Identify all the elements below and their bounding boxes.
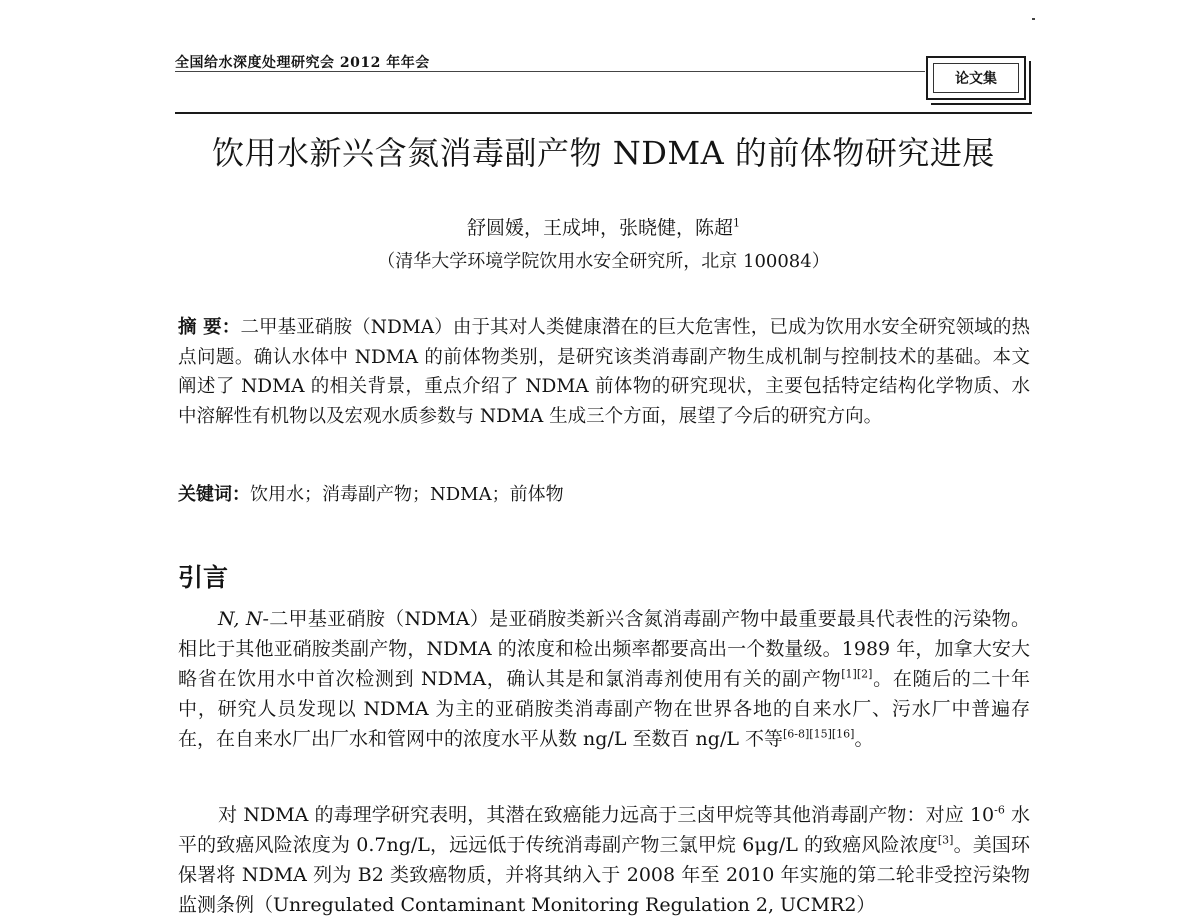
paragraph-2 (178, 800, 1030, 920)
author-footnote-mark: 1 (733, 216, 740, 230)
exponent: -6 (994, 803, 1005, 817)
paragraph-1-text-a: 二甲基亚硝胺（NDMA）是亚硝胺类新兴含氮消毒副产物中最重要最具代表性的污染物。相比于其他亚硝胺类副产物，NDMA 的浓度和检出频率都要高出一个数量级。1989 年，加拿大安大略省在饮用水中首次检测到 NDMA，确认其是和氯消毒剂使用有关的副产物 (178, 608, 1030, 690)
section-title: 引言 (178, 563, 229, 592)
chemical-prefix: N, N- (218, 608, 269, 630)
keywords-label: 关键词： (178, 484, 250, 505)
authors: 舒圆媛，王成坤，张晓健，陈超 (466, 217, 733, 239)
paragraph-1-text-c: 。 (854, 728, 874, 750)
affiliation: （清华大学环境学院饮用水安全研究所，北京 100084） (377, 251, 830, 272)
stamp-label: 论文集 (933, 63, 1019, 93)
paper-title: 饮用水新兴含氮消毒副产物 NDMA 的前体物研究进展 (212, 134, 995, 172)
paragraph-2-text-a: 对 NDMA 的毒理学研究表明，其潜在致癌能力远高于三卤甲烷等其他消毒副产物：对应 10 (218, 804, 995, 826)
citation: [6-8][15][16] (783, 727, 855, 741)
abstract (178, 313, 1030, 431)
paragraph-2-text-b: 水平的致癌风险浓度为 0.7ng/L，远远低于传统消毒副产物三氯甲烷 6μg/L 的致癌风险浓度 (178, 804, 1030, 856)
keywords (178, 480, 564, 506)
citation: [1][2] (841, 667, 873, 681)
paragraph-1-text-b: 。在随后的二十年中，研究人员发现以 NDMA 为主的亚硝胺类消毒副产物在世界各地的自来水厂、污水厂中普遍存在，在自来水厂出厂水和管网中的浓度水平从数 ng/L 至数百 ng/L 不等 (178, 668, 1030, 750)
paragraph-2-text-c: 。美国环保署将 NDMA 列为 B2 类致癌物质，并将其纳入于 2008 年至 2010 年实施的第二轮非受控污染物监测条例（Unregulated Contaminant Monitoring Regulation 2, UCMR2） (178, 834, 1030, 916)
conference-header: 全国给水深度处理研究会 2012 年年会 (175, 55, 430, 71)
abstract-label: 摘 要： (178, 317, 241, 338)
header-thin-rule (175, 71, 925, 72)
corner-mark (1032, 18, 1035, 20)
abstract-text: 二甲基亚硝胺（NDMA）由于其对人类健康潜在的巨大危害性，已成为饮用水安全研究领域的热点问题。确认水体中 NDMA 的前体物类别，是研究该类消毒副产物生成机制与控制技术的基础。本文阐述了 NDMA 的相关背景，重点介绍了 NDMA 前体物的研究现状，主要包括特定结构化学物质、水中溶解性有机物以及宏观水质参数与 NDMA 生成三个方面，展望了今后的研究方向。 (178, 317, 1030, 427)
author-line (175, 213, 1032, 240)
keywords-text: 饮用水；消毒副产物；NDMA；前体物 (250, 484, 564, 505)
proceedings-stamp (926, 56, 1026, 100)
paragraph-1 (178, 604, 1030, 754)
header-rule (175, 112, 1032, 114)
citation: [3] (937, 833, 954, 847)
